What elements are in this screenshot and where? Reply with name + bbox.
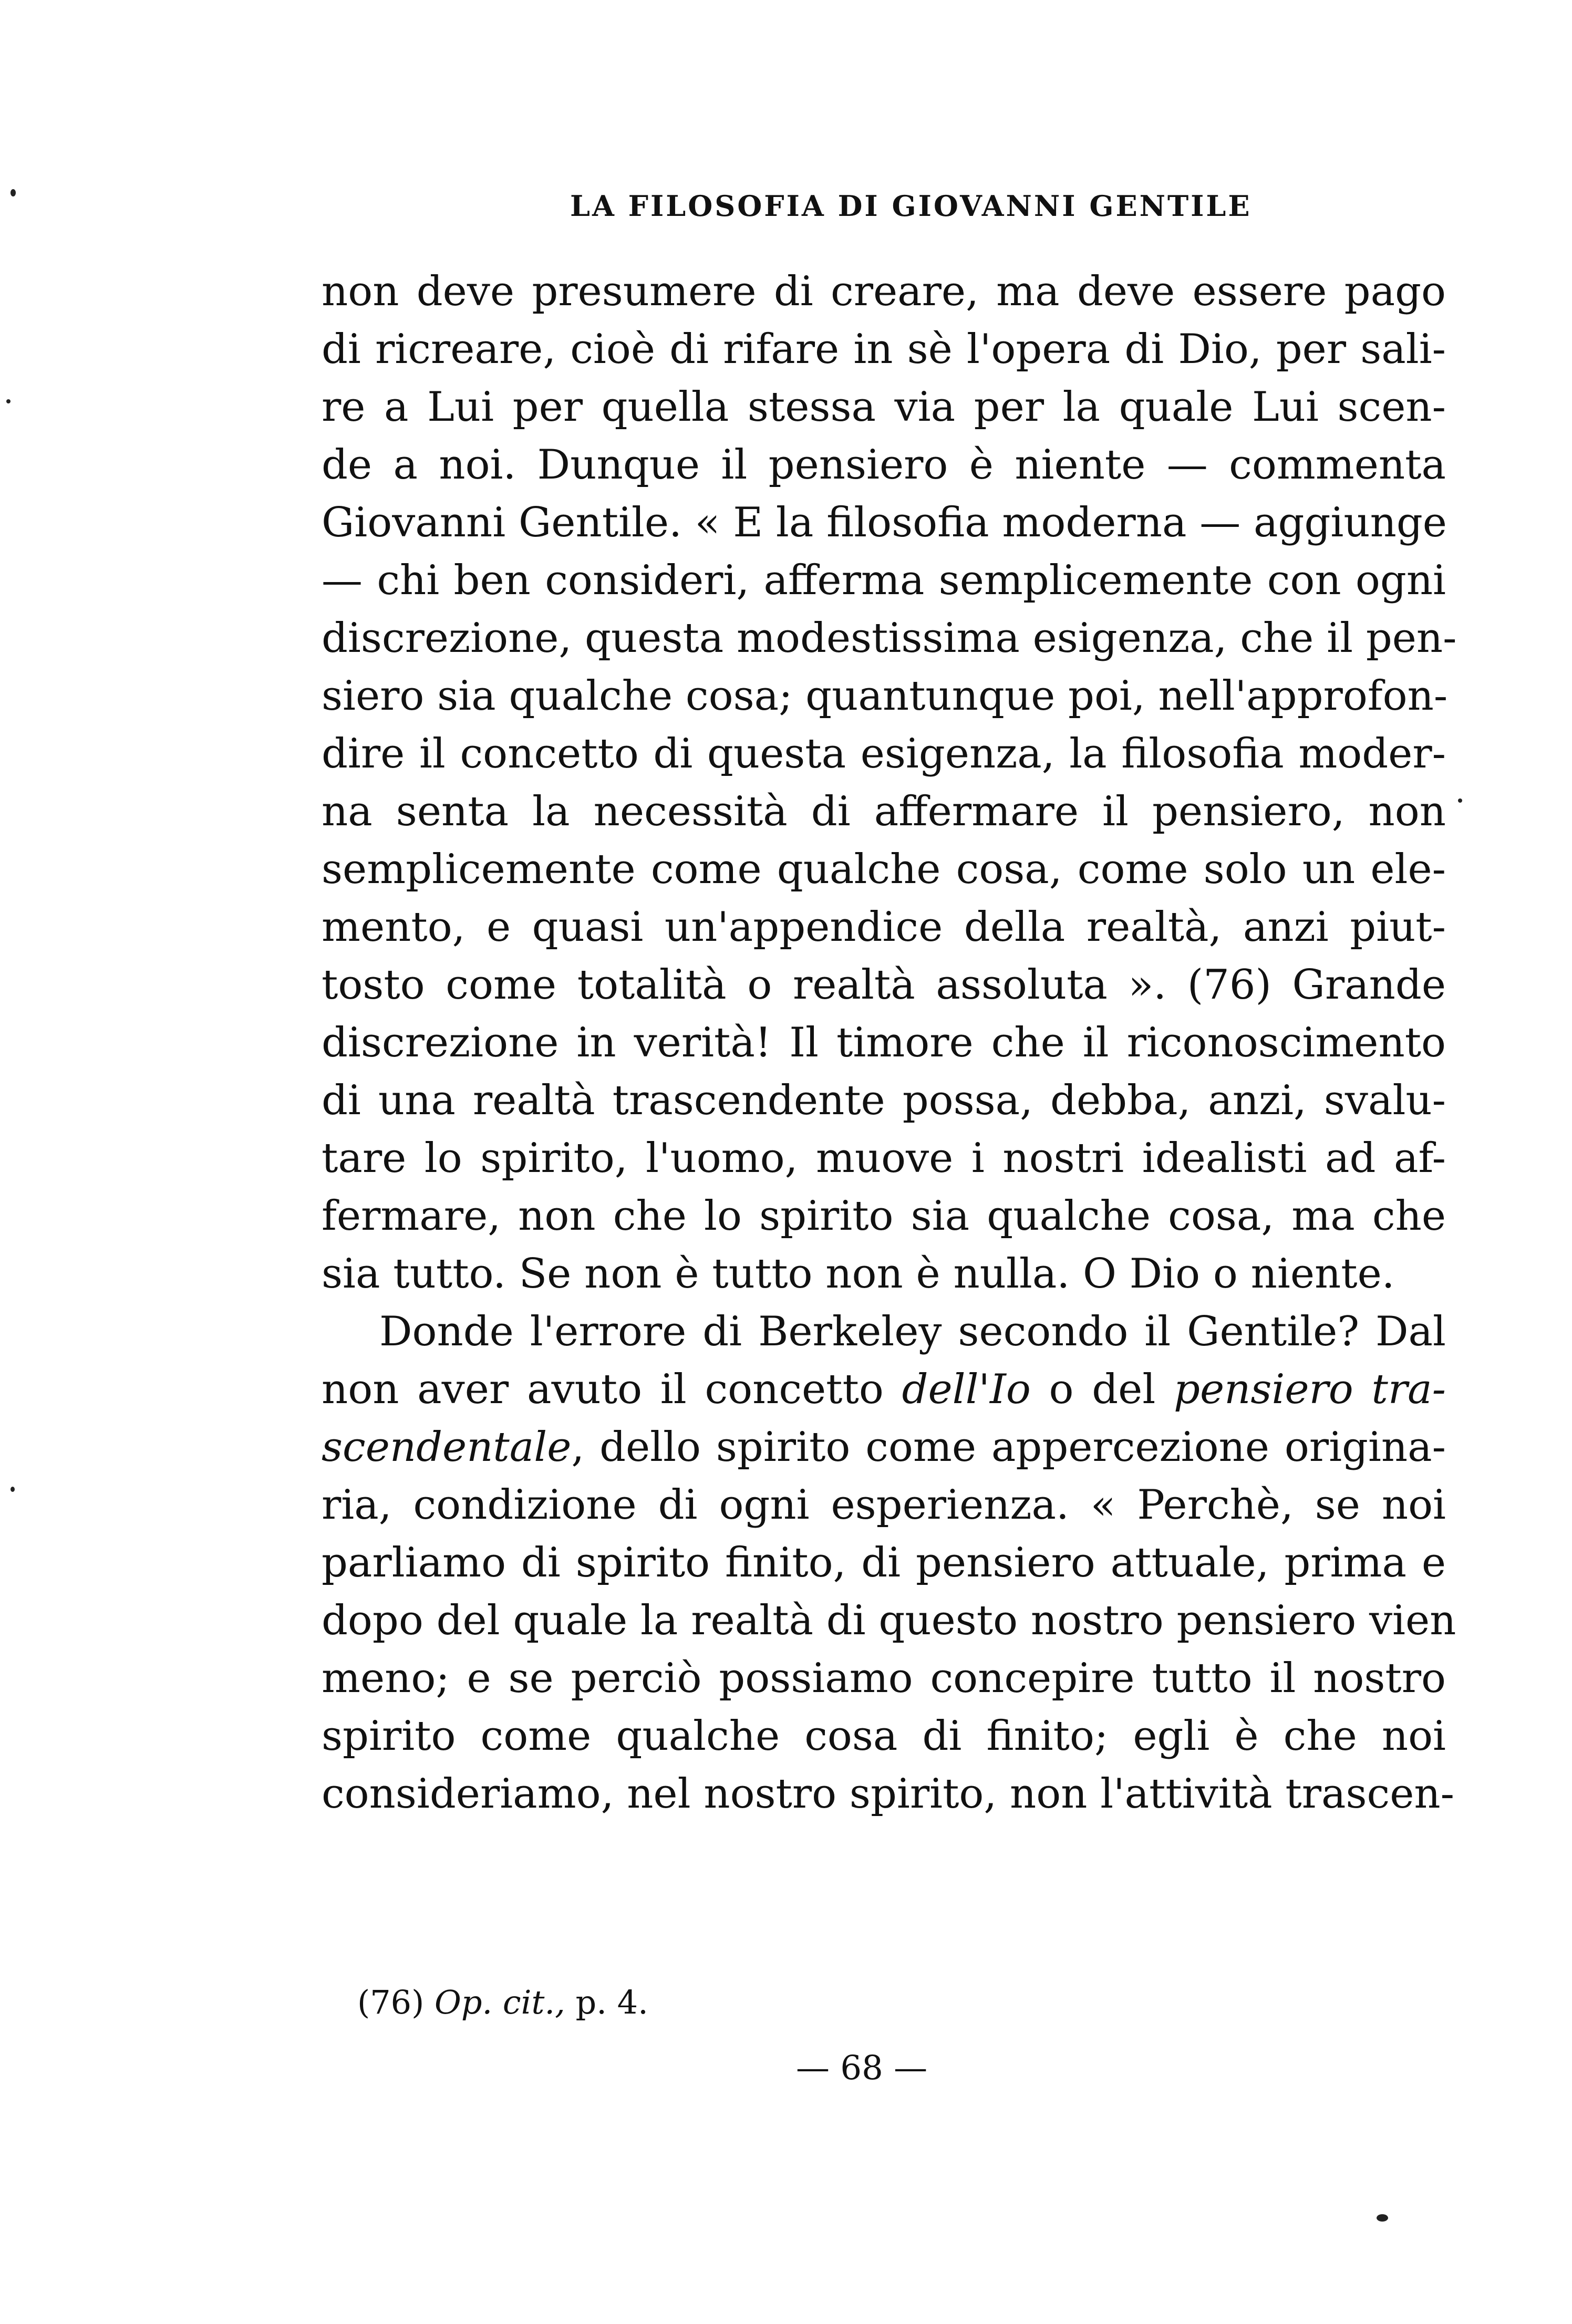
text-line: consideriamo, nel nostro spirito, non l'attività trascen- — [322, 1770, 1454, 1818]
italic-term: dell'Io — [902, 1366, 1031, 1413]
footnote-source: Op. cit., — [435, 1983, 565, 2021]
text-line: non deve presumere di creare, ma deve essere pago — [322, 268, 1446, 315]
text-line: tare lo spirito, l'uomo, muove i nostri idealisti ad af- — [322, 1135, 1446, 1182]
text-line: na senta la necessità di affermare il pensiero, non — [322, 788, 1446, 835]
scan-speck — [1458, 798, 1462, 803]
text-line: mento, e quasi un'appendice della realtà, anzi piut- — [322, 904, 1446, 951]
text-line: spirito come qualche cosa di finito; egli è che noi — [322, 1713, 1446, 1760]
text-line: tosto come totalità o realtà assoluta ». (76) Grande — [322, 961, 1446, 1009]
text-line: siero sia qualche cosa; quantunque poi, nell'approfon- — [322, 672, 1448, 720]
text-line: sia tutto. Se non è tutto non è nulla. O Dio o niente. — [322, 1250, 1395, 1298]
text-line: dire il concetto di questa esigenza, la filosofia moder- — [322, 730, 1446, 777]
scan-speck — [11, 189, 16, 196]
scan-speck — [11, 1487, 15, 1492]
text-line: parliamo di spirito finito, di pensiero attuale, prima e — [322, 1539, 1446, 1586]
text-line: fermare, non che lo spirito sia qualche cosa, ma che — [322, 1192, 1446, 1240]
text-line: Donde l'errore di Berkeley secondo il Gentile? Dal — [379, 1308, 1446, 1355]
text-line: di ricreare, cioè di rifare in sè l'opera di Dio, per sali- — [322, 326, 1446, 373]
page-number: — 68 — — [796, 2049, 928, 2088]
text-line: — chi ben consideri, afferma semplicemente con ogni — [322, 557, 1446, 604]
text-line: non aver avuto il concetto dell'Io o del pensiero tra- — [322, 1366, 1446, 1413]
text-line: re a Lui per quella stessa via per la quale Lui scen- — [322, 383, 1446, 431]
text-line: meno; e se perciò possiamo concepire tutto il nostro — [322, 1655, 1446, 1702]
text-line: discrezione, questa modestissima esigenza, che il pen- — [322, 615, 1457, 662]
italic-term: scendentale — [322, 1424, 572, 1471]
text-line: de a noi. Dunque il pensiero è niente — commenta — [322, 441, 1446, 489]
text-line: scendentale, dello spirito come appercezione origina- — [322, 1424, 1446, 1471]
scan-speck — [6, 399, 11, 403]
text-line: semplicemente come qualche cosa, come solo un ele- — [322, 846, 1446, 893]
text-line: dopo del quale la realtà di questo nostro pensiero vien — [322, 1597, 1456, 1644]
text-line: Giovanni Gentile. « E la filosofia moderna — aggiunge — [322, 499, 1447, 546]
text-line: discrezione in verità! Il timore che il riconoscimento — [322, 1019, 1446, 1066]
italic-term: pensiero tra- — [1174, 1366, 1446, 1413]
scan-speck — [1377, 2214, 1388, 2222]
text-line: ria, condizione di ogni esperienza. « Perchè, se noi — [322, 1481, 1446, 1529]
footnote — [357, 1983, 648, 2021]
running-head: LA FILOSOFIA DI GIOVANNI GENTILE — [570, 189, 1252, 223]
text-line: di una realtà trascendente possa, debba, anzi, svalu- — [322, 1077, 1446, 1124]
footnote-page: p. 4. — [575, 1983, 648, 2021]
footnote-number: (76) — [357, 1983, 425, 2021]
